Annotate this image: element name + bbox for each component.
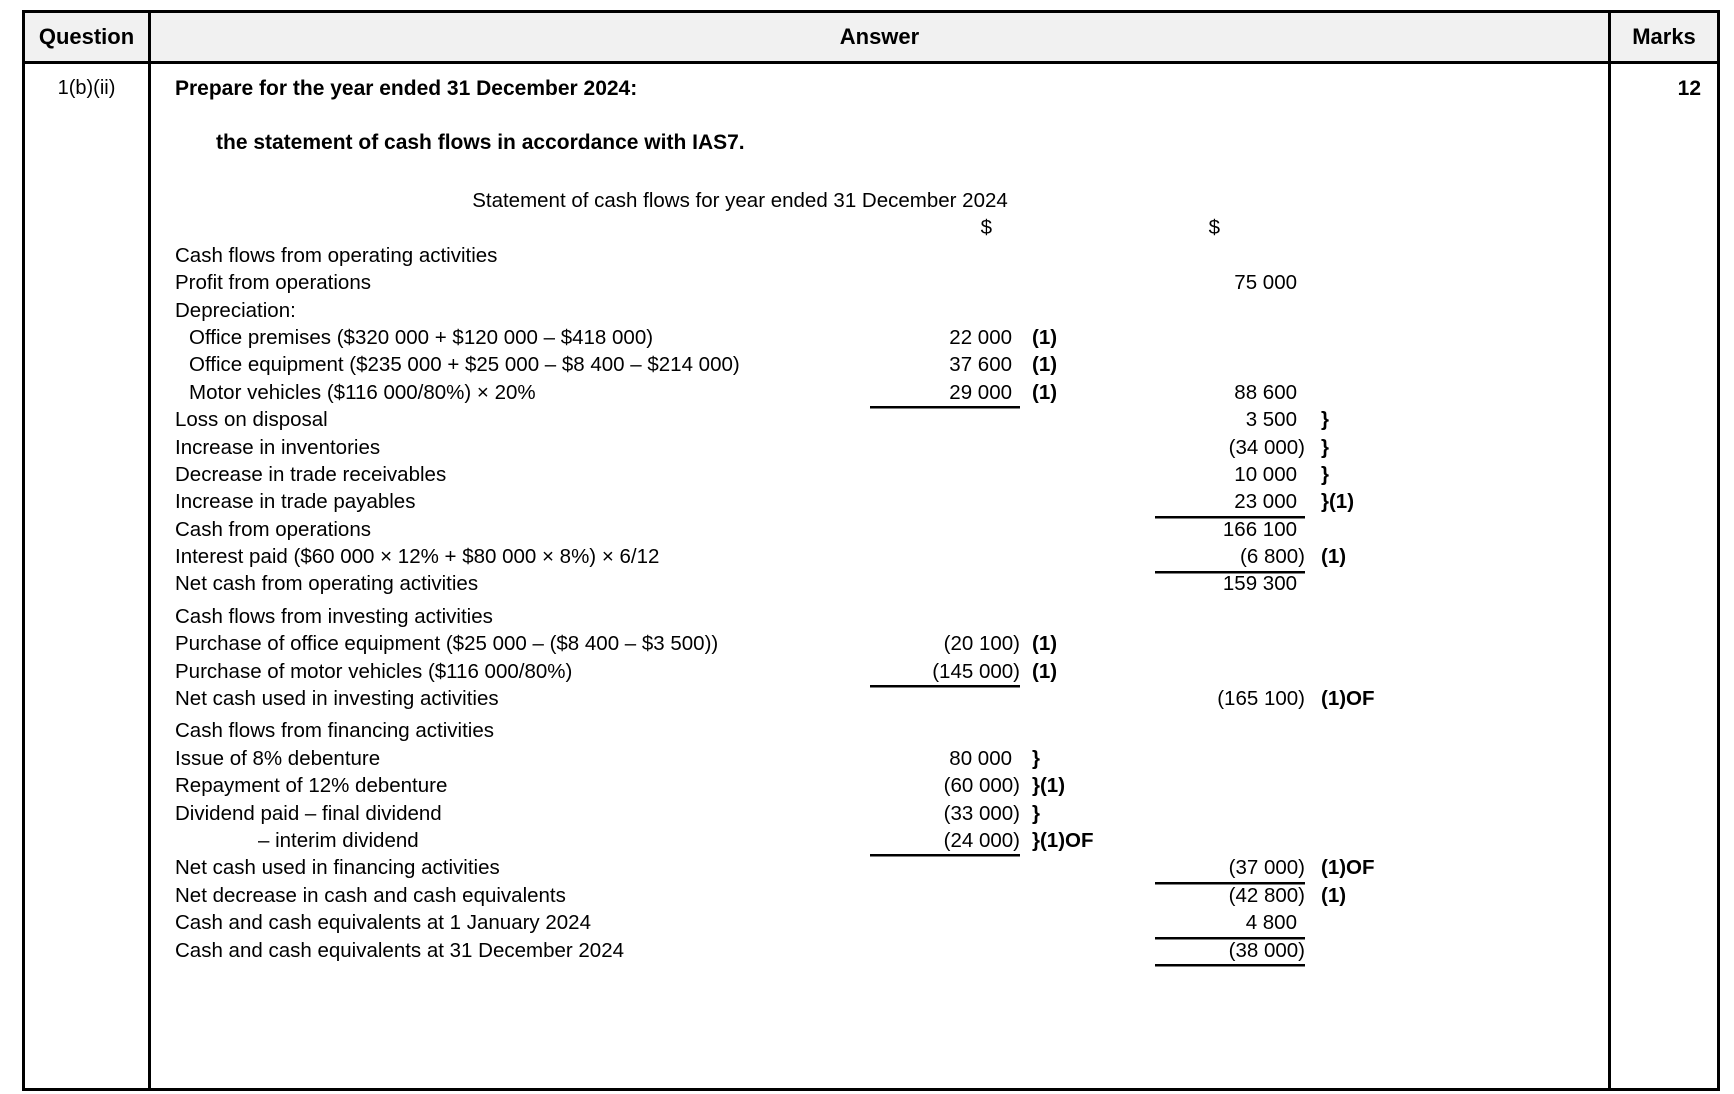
value-col2	[1155, 772, 1305, 799]
value-col1: (24 000)	[870, 827, 1020, 854]
value-col2	[1155, 297, 1305, 324]
row-label: Profit from operations	[175, 271, 371, 295]
row-label: Cash and cash equivalents at 1 January 2024	[175, 911, 591, 935]
value-col2: (34 000)	[1228, 435, 1305, 459]
mark-col2	[1305, 745, 1608, 772]
statement-row	[175, 827, 1608, 854]
instruction-line-1: Prepare for the year ended 31 December 2024:	[175, 77, 638, 100]
mark-col2	[1305, 717, 1608, 744]
instruction-line-2: the statement of cash flows in accordance with IAS7.	[216, 131, 745, 154]
mark-col2	[1305, 570, 1608, 597]
currency-header-col1: $	[980, 216, 992, 240]
value-col2: (165 100)	[1217, 687, 1305, 711]
value-col2	[1155, 242, 1305, 269]
mark-col2	[1305, 269, 1608, 296]
value-col1	[870, 434, 1020, 461]
mark-col1	[1020, 937, 1155, 964]
row-label: Repayment of 12% debenture	[175, 774, 448, 798]
value-col1	[870, 603, 1020, 630]
value-col2	[1155, 351, 1305, 378]
mark-col2: (1)OF	[1321, 687, 1375, 711]
mark-col1	[1020, 516, 1155, 543]
marks-value: 12	[1610, 63, 1719, 1090]
value-col1: (33 000)	[943, 801, 1020, 825]
mark-col1	[1020, 882, 1155, 909]
question-id: 1(b)(ii)	[24, 63, 150, 1090]
spacer	[175, 214, 870, 241]
value-col1	[870, 685, 1020, 712]
row-label: Cash flows from investing activities	[175, 604, 493, 628]
mark-col2	[1305, 800, 1608, 827]
value-col2	[1155, 658, 1305, 685]
statement-row	[175, 461, 1608, 488]
value-col1	[870, 570, 1020, 597]
mark-col2	[1305, 827, 1608, 854]
mark-col2	[1305, 242, 1608, 269]
mark-col1	[1020, 543, 1155, 570]
mark-scheme-page	[22, 10, 1720, 1091]
value-col2: (38 000)	[1155, 937, 1305, 964]
mark-col2: }	[1321, 462, 1329, 486]
mark-col1: }	[1032, 746, 1040, 770]
mark-col1: }(1)OF	[1032, 829, 1094, 852]
value-col1	[870, 269, 1020, 296]
statement-row	[175, 543, 1608, 570]
mark-col1: (1)	[1032, 659, 1058, 683]
statement-rows	[175, 242, 1608, 964]
value-col1	[870, 717, 1020, 744]
statement-row	[175, 603, 1608, 630]
row-label: Cash flows from operating activities	[175, 243, 498, 267]
statement-row	[175, 242, 1608, 269]
value-col2: 88 600	[1234, 380, 1297, 404]
value-col1: (60 000)	[943, 774, 1020, 798]
value-col2: 166 100	[1222, 517, 1297, 541]
statement-row	[175, 882, 1608, 909]
statement-row	[175, 351, 1608, 378]
value-col1	[870, 937, 1020, 964]
value-col2: 10 000	[1234, 462, 1297, 486]
mark-col1	[1020, 603, 1155, 630]
statement-row	[175, 658, 1608, 685]
statement-row	[175, 269, 1608, 296]
mark-col2: (1)	[1321, 545, 1347, 569]
mark-scheme-table	[22, 10, 1720, 1091]
value-col1	[870, 516, 1020, 543]
answer-cell	[150, 63, 1610, 1090]
row-label: Dividend paid – final dividend	[175, 801, 442, 825]
mark-col2: }	[1321, 435, 1329, 459]
value-col1: 80 000	[949, 746, 1012, 770]
mark-col1: (1)	[1032, 632, 1058, 656]
marks-column-header: Marks	[1610, 12, 1719, 63]
statement-row	[175, 937, 1608, 964]
mark-col1	[1020, 297, 1155, 324]
mark-col1	[1020, 570, 1155, 597]
row-label: Purchase of office equipment ($25 000 – ($8 400 – $3 500))	[175, 632, 719, 656]
value-col1	[870, 406, 1020, 433]
row-label: Purchase of motor vehicles ($116 000/80%)	[175, 659, 573, 683]
mark-col2	[1305, 630, 1608, 657]
row-label: Increase in inventories	[175, 435, 381, 459]
row-label: Issue of 8% debenture	[175, 746, 381, 770]
value-col2: (6 800)	[1155, 543, 1305, 570]
mark-col1	[1020, 685, 1155, 712]
value-col2	[1155, 827, 1305, 854]
value-col1: 29 000	[870, 379, 1020, 406]
statement-row	[175, 854, 1608, 881]
value-col1	[870, 242, 1020, 269]
statement-row	[175, 800, 1608, 827]
value-col2	[1155, 800, 1305, 827]
mark-col2	[1305, 937, 1608, 964]
value-col1: 37 600	[949, 353, 1012, 377]
statement-row	[175, 772, 1608, 799]
row-label: Net decrease in cash and cash equivalents	[175, 883, 566, 907]
question-column-header: Question	[24, 12, 150, 63]
mark-col2	[1305, 351, 1608, 378]
mark-col1	[1020, 406, 1155, 433]
row-label: Loss on disposal	[175, 408, 328, 432]
row-label: Net cash used in investing activities	[175, 687, 499, 711]
spacer	[1020, 214, 1155, 241]
row-label: Interest paid ($60 000 × 12% + $80 000 × 8%) × 6/12	[175, 545, 660, 569]
value-col2: (42 800)	[1228, 883, 1305, 907]
statement-row	[175, 745, 1608, 772]
currency-header-col2: $	[1208, 216, 1220, 240]
value-col2	[1155, 745, 1305, 772]
value-col2	[1155, 603, 1305, 630]
statement-row	[175, 630, 1608, 657]
value-col1: 22 000	[949, 325, 1012, 349]
statement-row	[175, 434, 1608, 461]
row-label: Depreciation:	[175, 298, 296, 322]
mark-col2: (1)OF	[1321, 856, 1375, 880]
mark-col1: }(1)	[1032, 774, 1066, 798]
answer-column-header: Answer	[150, 12, 1610, 63]
mark-col1	[1020, 434, 1155, 461]
mark-col2	[1305, 516, 1608, 543]
mark-col2	[1305, 324, 1608, 351]
row-label: Cash from operations	[175, 517, 371, 541]
row-label: Office premises ($320 000 + $120 000 – $418 000)	[189, 325, 654, 349]
statement-row	[175, 488, 1608, 515]
value-col1	[870, 909, 1020, 936]
value-col1	[870, 854, 1020, 881]
value-col1: (20 100)	[943, 632, 1020, 656]
statement-row	[175, 570, 1608, 597]
mark-col1	[1020, 461, 1155, 488]
mark-col1	[1020, 269, 1155, 296]
row-label: Net cash from operating activities	[175, 572, 479, 596]
mark-col1: (1)	[1032, 353, 1058, 377]
row-label: Increase in trade payables	[175, 490, 416, 514]
currency-header-row	[175, 214, 1608, 241]
mark-col1: (1)	[1032, 380, 1058, 404]
value-col2: 159 300	[1222, 572, 1297, 596]
mark-col2	[1305, 658, 1608, 685]
value-col2: 75 000	[1234, 271, 1297, 295]
value-col2	[1155, 717, 1305, 744]
value-col1	[870, 882, 1020, 909]
mark-col1	[1020, 488, 1155, 515]
value-col2: 23 000	[1155, 488, 1305, 515]
mark-col1: (1)	[1032, 325, 1058, 349]
value-col1: (145 000)	[870, 658, 1020, 685]
table-header-row	[24, 12, 1719, 63]
mark-col2: }	[1321, 408, 1329, 432]
mark-col1	[1020, 854, 1155, 881]
mark-col2	[1305, 909, 1608, 936]
statement-row	[175, 717, 1608, 744]
value-col1	[870, 488, 1020, 515]
mark-col2: (1)	[1321, 883, 1347, 907]
statement-row	[175, 406, 1608, 433]
mark-col1	[1020, 242, 1155, 269]
mark-col1	[1020, 717, 1155, 744]
value-col2	[1155, 324, 1305, 351]
statement-row	[175, 909, 1608, 936]
value-col1	[870, 297, 1020, 324]
statement-row	[175, 516, 1608, 543]
row-label: Net cash used in financing activities	[175, 856, 500, 880]
mark-col2	[1305, 379, 1608, 406]
mark-col2	[1305, 297, 1608, 324]
statement-row	[175, 324, 1608, 351]
value-col2: 4 800	[1155, 909, 1305, 936]
row-label: – interim dividend	[258, 829, 419, 852]
mark-col2	[1305, 772, 1608, 799]
value-col1	[870, 461, 1020, 488]
row-label: Cash flows from financing activities	[175, 719, 495, 743]
mark-col2	[1305, 603, 1608, 630]
value-col2: (37 000)	[1155, 854, 1305, 881]
spacer	[1305, 214, 1608, 241]
mark-col1	[1020, 909, 1155, 936]
mark-col2: }(1)	[1321, 490, 1355, 514]
statement-row	[175, 685, 1608, 712]
value-col2: 3 500	[1245, 408, 1297, 432]
statement-title: Statement of cash flows for year ended 31 December 2024	[472, 189, 1008, 212]
row-label: Motor vehicles ($116 000/80%) × 20%	[189, 380, 536, 404]
statement-row	[175, 379, 1608, 406]
value-col2	[1155, 630, 1305, 657]
mark-col1: }	[1032, 801, 1040, 825]
row-label: Cash and cash equivalents at 31 December 2024	[175, 938, 625, 962]
value-col1	[870, 543, 1020, 570]
statement-row	[175, 297, 1608, 324]
row-label: Decrease in trade receivables	[175, 462, 447, 486]
table-body-row	[24, 63, 1719, 1090]
row-label: Office equipment ($235 000 + $25 000 – $8 400 – $214 000)	[189, 353, 740, 377]
